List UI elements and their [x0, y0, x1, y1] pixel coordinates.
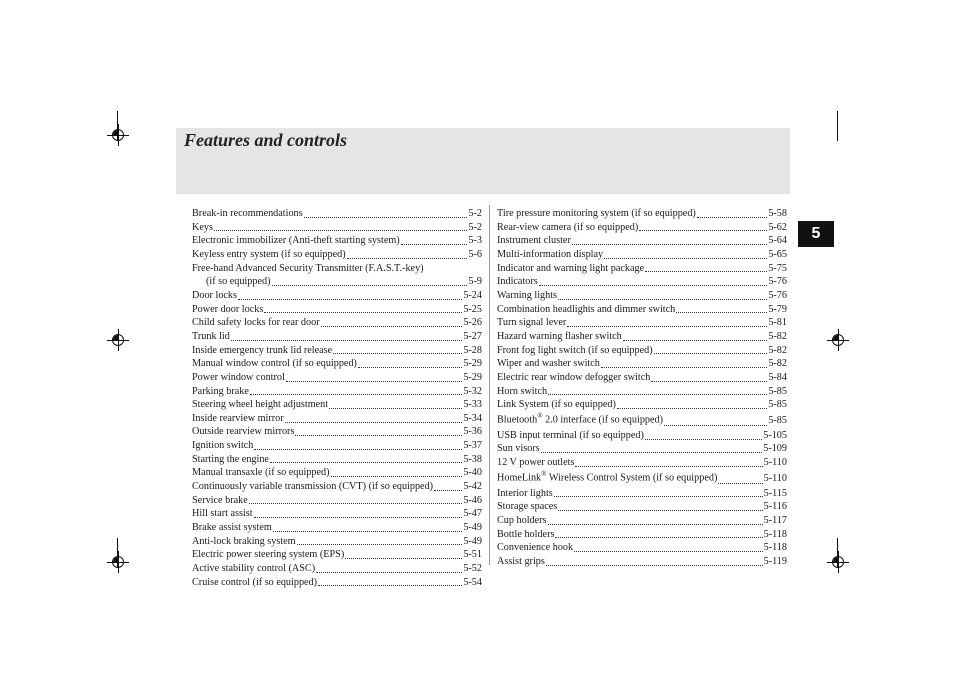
toc-leader-dots [250, 394, 462, 395]
toc-entry-label [192, 316, 320, 330]
toc-page-number: 5-85 [768, 399, 787, 411]
toc-entry-label-text: Break-in recommendations [192, 207, 303, 219]
toc-leader-dots [554, 496, 763, 497]
toc-page-number: 5-37 [463, 440, 482, 452]
toc-page-number: 5-58 [768, 207, 787, 219]
toc-entry-label [192, 562, 315, 576]
toc-page-number: 5-65 [768, 248, 787, 260]
toc-leader-dots [539, 285, 768, 286]
toc-page-number: 5-85 [768, 414, 787, 426]
toc-entry[interactable] [192, 303, 482, 317]
toc-entry-label-text: Wiper and washer switch [497, 358, 600, 370]
toc-entry-label [192, 412, 284, 426]
toc-entry[interactable] [497, 541, 787, 555]
toc-entry[interactable] [192, 248, 482, 262]
toc-page-number: 5-117 [763, 515, 787, 527]
toc-entry-label-text: HomeLink [497, 472, 542, 484]
toc-entry-label [497, 330, 622, 344]
toc-entry-label [497, 371, 650, 385]
toc-entry-label [192, 494, 248, 508]
toc-entry[interactable] [497, 330, 787, 344]
toc-leader-dots [623, 340, 768, 341]
toc-entry[interactable] [497, 316, 787, 330]
toc-entry[interactable] [192, 412, 482, 426]
toc-leader-dots [264, 312, 462, 313]
toc-entry-label-text: USB input terminal (if so equipped) [497, 429, 644, 441]
toc-leader-dots [286, 381, 463, 382]
toc-entry-label [497, 500, 557, 514]
toc-entry-label-text: Parking brake [192, 385, 249, 397]
toc-entry-label-text: Inside rearview mirror [192, 412, 284, 424]
toc-entry-label-text: Keys [192, 221, 213, 233]
toc-entry[interactable] [192, 357, 482, 371]
toc-entry[interactable] [497, 371, 787, 385]
toc-leader-dots [304, 217, 468, 218]
toc-entry-label-text: Manual transaxle (if so equipped) [192, 467, 330, 479]
toc-leader-dots [329, 408, 462, 409]
toc-entry-label-text: Bottle holders [497, 528, 555, 540]
toc-entry-label-text: Trunk lid [192, 330, 230, 342]
registration-mark-left [112, 334, 124, 346]
toc-entry-label-suffix: 2.0 interface (if so equipped) [542, 414, 664, 426]
registration-mark-top-left [112, 129, 124, 141]
toc-entry-label [497, 528, 554, 542]
registered-trademark-symbol: ® [537, 412, 543, 421]
toc-page-number: 5-42 [463, 481, 482, 493]
toc-page-number: 5-28 [463, 344, 482, 356]
toc-entry-label-text: Hazard warning flasher switch [497, 330, 622, 342]
registered-trademark-symbol: ® [541, 470, 547, 479]
toc-entry[interactable] [192, 494, 482, 508]
toc-entry[interactable] [497, 275, 787, 289]
toc-entry-label [192, 330, 230, 344]
toc-entry[interactable] [192, 426, 482, 440]
toc-entry-label [497, 234, 571, 248]
toc-leader-dots [639, 230, 767, 231]
toc-page-number: 5-34 [463, 412, 482, 424]
toc-entry-label [192, 398, 328, 412]
toc-entry-label-text: Electric rear window defogger switch [497, 371, 651, 383]
toc-entry-label-text: Bluetooth [497, 414, 538, 426]
toc-entry[interactable] [192, 453, 482, 467]
toc-entry-label [497, 555, 545, 569]
toc-entry-label-text: Cup holders [497, 515, 547, 527]
toc-leader-dots [664, 425, 767, 426]
toc-leader-dots [548, 394, 767, 395]
toc-entry-label-text: Starting the engine [192, 453, 269, 465]
column-divider [489, 205, 490, 565]
toc-leader-dots [555, 537, 762, 538]
toc-entry-label-text: Inside emergency trunk lid release [192, 344, 333, 356]
toc-page-number: 5-82 [768, 330, 787, 342]
toc-entry-label-text: Instrument cluster [497, 235, 571, 247]
toc-leader-dots [254, 517, 463, 518]
toc-entry[interactable] [497, 289, 787, 303]
toc-entry-label [192, 248, 346, 262]
toc-entry[interactable] [497, 248, 787, 262]
toc-leader-dots [333, 353, 462, 354]
toc-entry-label [497, 541, 573, 555]
toc-entry[interactable] [192, 262, 482, 276]
toc-entry-label-text: Electronic immobilizer (Anti-theft starting system) [192, 235, 400, 247]
toc-page-number: 5-118 [763, 528, 787, 540]
toc-entry-label-text: Front fog light switch (if so equipped) [497, 344, 653, 356]
toc-page-number: 5-52 [463, 563, 482, 575]
toc-leader-dots [546, 565, 763, 566]
toc-entry-label [192, 453, 269, 467]
toc-entry[interactable] [192, 576, 482, 590]
toc-entry-label-text: Combination headlights and dimmer switch [497, 303, 676, 315]
toc-page-number: 5-105 [763, 429, 787, 441]
toc-entry-label [192, 221, 213, 235]
toc-leader-dots [331, 476, 463, 477]
toc-page-number: 5-64 [768, 235, 787, 247]
toc-entry-label-text: Convenience hook [497, 542, 574, 554]
toc-entry-label-text: Horn switch [497, 385, 548, 397]
toc-entry-label-text: Manual window control (if so equipped) [192, 358, 357, 370]
toc-entry-label [192, 303, 263, 317]
toc-entry-label-text: Active stability control (ASC) [192, 563, 316, 575]
toc-entry[interactable] [497, 207, 787, 221]
toc-entry[interactable] [497, 262, 787, 276]
toc-entry[interactable] [192, 234, 482, 248]
toc-page-number: 5-49 [463, 535, 482, 547]
toc-entry-label-text: Turn signal lever [497, 317, 567, 329]
toc-page-number: 5-27 [463, 330, 482, 342]
toc-entry-label [497, 221, 638, 235]
toc-entry-label-suffix: Wireless Control System (if so equipped) [546, 472, 718, 484]
toc-page-number: 5-46 [463, 494, 482, 506]
toc-page-number: 5-33 [463, 399, 482, 411]
toc-entry-label [497, 466, 717, 486]
toc-entry[interactable] [192, 548, 482, 562]
toc-entry[interactable] [497, 303, 787, 317]
toc-leader-dots [272, 285, 468, 286]
toc-entry-label [192, 576, 317, 590]
toc-entry[interactable] [192, 371, 482, 385]
toc-leader-dots [558, 510, 762, 511]
toc-leader-dots [434, 490, 462, 491]
toc-leader-dots [718, 483, 762, 484]
toc-page-number: 5-81 [768, 317, 787, 329]
toc-entry-label-text: Storage spaces [497, 501, 558, 513]
toc-leader-dots [548, 524, 763, 525]
toc-leader-dots [401, 244, 468, 245]
toc-entry-label [192, 275, 271, 289]
toc-entry-label-text: Electric power steering system (EPS) [192, 549, 345, 561]
toc-entry-label-text: Continuously variable transmission (CVT) (if so equipped) [192, 481, 434, 493]
toc-entry-label-text: Warning lights [497, 289, 558, 301]
registration-mark-right [832, 334, 844, 346]
toc-page-number: 5-6 [468, 248, 482, 260]
toc-leader-dots [270, 462, 462, 463]
toc-leader-dots [601, 367, 767, 368]
toc-entry[interactable] [192, 330, 482, 344]
toc-page-number: 5-36 [463, 426, 482, 438]
toc-entry-label-text: Multi-information display [497, 248, 604, 260]
toc-entry-label [192, 548, 344, 562]
toc-entry-label-text: Indicators [497, 276, 538, 288]
toc-entry-label [192, 289, 237, 303]
toc-page-number: 5-82 [768, 358, 787, 370]
toc-leader-dots [358, 367, 462, 368]
toc-page-number: 5-79 [768, 303, 787, 315]
registration-mark-bottom-left [112, 556, 124, 568]
toc-entry[interactable] [192, 398, 482, 412]
toc-entry-label-text: Link System (if so equipped) [497, 399, 616, 411]
toc-entry-label-text: Free-hand Advanced Security Transmitter (F.A.S.T.-key) [192, 262, 424, 274]
toc-entry[interactable] [192, 521, 482, 535]
toc-entry[interactable] [497, 357, 787, 371]
toc-page-number: 5-118 [763, 542, 787, 554]
toc-leader-dots [297, 544, 463, 545]
toc-leader-dots [249, 503, 463, 504]
toc-entry[interactable] [192, 562, 482, 576]
toc-entry-label [192, 507, 253, 521]
toc-right-column [497, 207, 787, 569]
toc-entry-label [497, 429, 644, 443]
toc-leader-dots [697, 217, 767, 218]
toc-leader-dots [558, 299, 767, 300]
toc-page-number: 5-29 [463, 358, 482, 370]
toc-page-number: 5-49 [463, 522, 482, 534]
toc-page-number: 5-51 [463, 549, 482, 561]
toc-entry-label-text: Hill start assist [192, 508, 253, 520]
toc-page-number: 5-82 [768, 344, 787, 356]
toc-leader-dots [345, 558, 462, 559]
toc-entry-label [497, 442, 540, 456]
toc-page-number: 5-25 [463, 303, 482, 315]
toc-entry[interactable] [192, 535, 482, 549]
toc-leader-dots [273, 531, 463, 532]
chapter-title: Features and controls [184, 130, 348, 150]
toc-entry-label [497, 385, 547, 399]
toc-entry[interactable] [497, 514, 787, 528]
toc-entry-label-text: Anti-lock braking system [192, 535, 296, 547]
toc-leader-dots [316, 572, 462, 573]
toc-leader-dots [238, 299, 462, 300]
toc-page-number: 5-47 [463, 508, 482, 520]
toc-page-number: 5-119 [763, 556, 787, 568]
toc-entry[interactable] [497, 412, 787, 429]
toc-entry-label-text: Keyless entry system (if so equipped) [192, 248, 346, 260]
toc-entry-label-text: Power window control [192, 371, 285, 383]
toc-entry-label [497, 316, 566, 330]
toc-entry[interactable] [192, 344, 482, 358]
toc-entry-label [192, 535, 296, 549]
toc-entry-label-text: (if so equipped) [206, 276, 271, 288]
toc-page-number: 5-84 [768, 371, 787, 383]
toc-entry-label-text: Door locks [192, 289, 237, 301]
toc-leader-dots [295, 435, 462, 436]
toc-entry-label [192, 234, 400, 248]
toc-page-number: 5-109 [763, 443, 787, 455]
toc-leader-dots [347, 258, 468, 259]
toc-page-number: 5-62 [768, 221, 787, 233]
toc-entry-label [497, 289, 557, 303]
toc-page-number: 5-110 [763, 457, 787, 469]
toc-entry[interactable] [497, 555, 787, 569]
toc-entry-label [192, 207, 303, 221]
toc-page-number: 5-3 [468, 235, 482, 247]
toc-leader-dots [645, 271, 767, 272]
toc-page-number: 5-24 [463, 289, 482, 301]
toc-entry[interactable] [497, 443, 787, 457]
toc-page-number: 5-40 [463, 467, 482, 479]
toc-entry-label-text: Cruise control (if so equipped) [192, 576, 318, 588]
toc-entry-label-text: Assist grips [497, 556, 545, 568]
toc-entry-label-text: Ignition switch [192, 440, 254, 452]
toc-page-number: 5-9 [468, 276, 482, 288]
toc-entry[interactable] [497, 470, 787, 487]
toc-entry[interactable] [192, 385, 482, 399]
toc-leader-dots [254, 449, 462, 450]
toc-leader-dots [567, 326, 767, 327]
toc-page-number: 5-85 [768, 385, 787, 397]
toc-entry-label-text: 12 V power outlets [497, 457, 575, 469]
toc-left-column [192, 207, 482, 589]
toc-entry-label-text: Interior lights [497, 487, 553, 499]
toc-leader-dots [541, 452, 762, 453]
toc-entry-label [497, 275, 538, 289]
chapter-number-tab: 5 [798, 221, 834, 247]
toc-leader-dots [318, 585, 462, 586]
toc-page-number: 5-75 [768, 262, 787, 274]
toc-entry-label-text: Indicator and warning light package [497, 262, 645, 274]
toc-entry-label-text: Child safety locks for rear door [192, 317, 320, 329]
toc-entry-label-text: Tire pressure monitoring system (if so equipped) [497, 207, 696, 219]
toc-page-number: 5-38 [463, 453, 482, 465]
toc-leader-dots [654, 353, 768, 354]
toc-entry-label-text: Power door locks [192, 303, 264, 315]
toc-entry-label [192, 262, 424, 276]
toc-entry-label-text: Sun visors [497, 443, 540, 455]
toc-page-number: 5-2 [468, 207, 482, 219]
toc-entry-label [497, 357, 600, 371]
toc-entry[interactable] [192, 275, 482, 289]
toc-leader-dots [321, 326, 463, 327]
toc-entry-label [192, 521, 272, 535]
toc-entry-label-text: Rear-view camera (if so equipped) [497, 221, 639, 233]
toc-entry[interactable] [192, 316, 482, 330]
crop-mark-top-right [837, 111, 838, 141]
toc-entry-label [497, 514, 547, 528]
toc-leader-dots [676, 312, 767, 313]
toc-entry[interactable] [192, 207, 482, 221]
toc-entry-label [497, 248, 603, 262]
toc-entry-label-text: Service brake [192, 494, 248, 506]
toc-leader-dots [651, 381, 767, 382]
toc-entry[interactable] [497, 344, 787, 358]
toc-page-number: 5-116 [763, 501, 787, 513]
toc-page-number: 5-2 [468, 221, 482, 233]
toc-page-number: 5-115 [763, 487, 787, 499]
toc-entry-label [192, 425, 294, 439]
toc-entry-label [497, 487, 553, 501]
toc-page-number: 5-110 [763, 472, 787, 484]
toc-leader-dots [231, 340, 462, 341]
toc-page-number: 5-54 [463, 576, 482, 588]
toc-entry-label [192, 385, 249, 399]
toc-entry-label-text: Steering wheel height adjustment [192, 399, 329, 411]
toc-entry-label [497, 207, 696, 221]
toc-entry-label [192, 466, 330, 480]
toc-entry[interactable] [497, 487, 787, 501]
toc-page-number: 5-76 [768, 276, 787, 288]
toc-leader-dots [214, 230, 467, 231]
toc-entry-label-text: Brake assist system [192, 522, 272, 534]
toc-page-number: 5-29 [463, 371, 482, 383]
toc-entry[interactable] [497, 221, 787, 235]
toc-entry[interactable] [192, 439, 482, 453]
toc-leader-dots [645, 439, 762, 440]
toc-entry[interactable] [497, 234, 787, 248]
chapter-header [176, 128, 790, 194]
toc-page-number: 5-26 [463, 317, 482, 329]
toc-entry-label [497, 262, 644, 276]
toc-entry-label [192, 371, 285, 385]
toc-entry-label [192, 344, 332, 358]
toc-entry-label [497, 303, 675, 317]
toc-entry[interactable] [192, 466, 482, 480]
toc-leader-dots [285, 422, 463, 423]
toc-entry[interactable] [192, 507, 482, 521]
toc-leader-dots [574, 551, 763, 552]
toc-entry-label [192, 439, 253, 453]
toc-entry[interactable] [497, 500, 787, 514]
toc-entry-label [192, 480, 433, 494]
toc-entry-label [192, 357, 357, 371]
toc-page-number: 5-76 [768, 289, 787, 301]
toc-entry[interactable] [497, 429, 787, 443]
toc-entry[interactable] [497, 528, 787, 542]
toc-leader-dots [572, 244, 767, 245]
registration-mark-bottom-right [832, 556, 844, 568]
toc-entry[interactable] [192, 289, 482, 303]
toc-page-number: 5-32 [463, 385, 482, 397]
toc-entry[interactable] [192, 221, 482, 235]
toc-entry-label [497, 408, 663, 428]
toc-entry-label [497, 344, 653, 358]
toc-entry-label-text: Outside rearview mirrors [192, 426, 295, 438]
toc-entry[interactable] [497, 385, 787, 399]
toc-leader-dots [604, 258, 767, 259]
toc-entry[interactable] [192, 480, 482, 494]
